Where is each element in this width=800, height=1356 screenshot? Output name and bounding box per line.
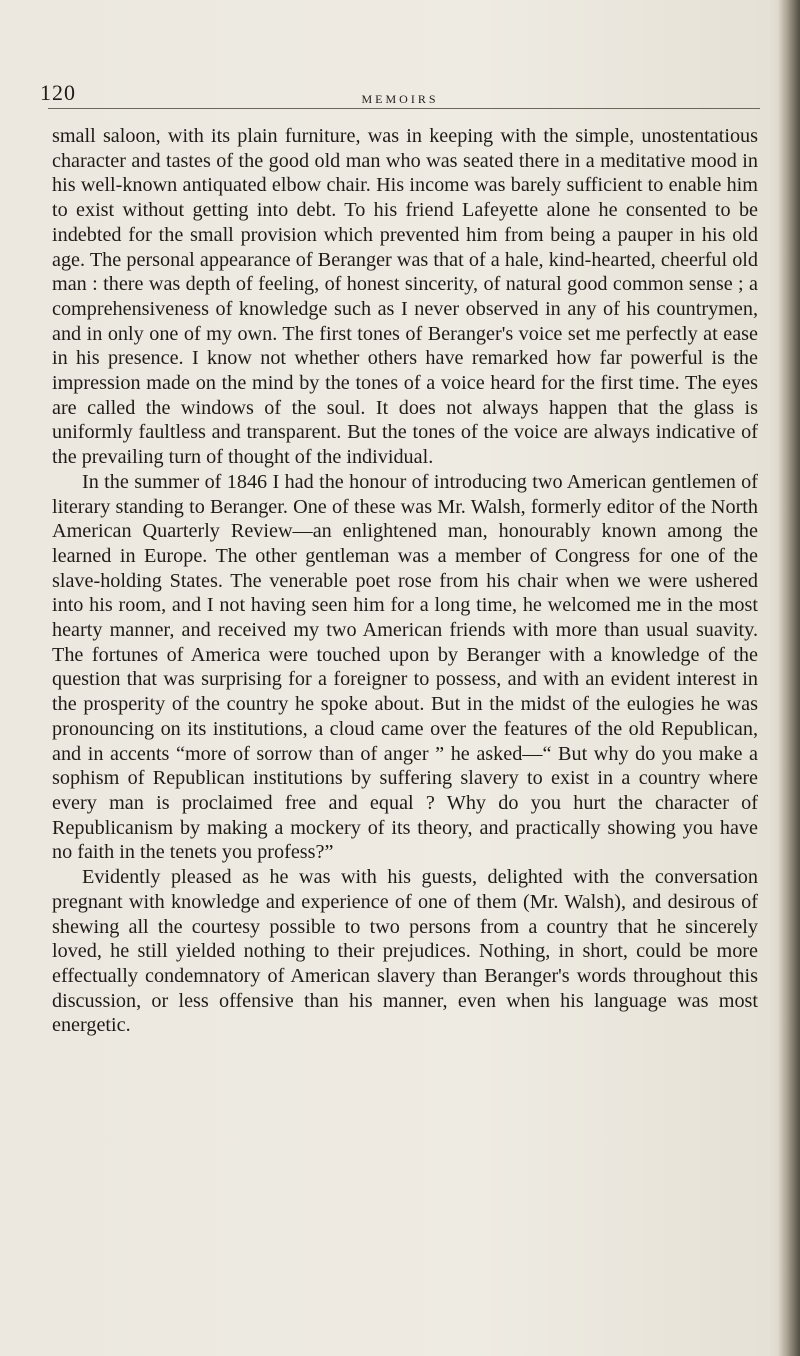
paragraph-2: In the summer of 1846 I had the honour of introducing two American gentlemen of literary standing to Beranger. One of these was Mr. Walsh, formerly editor of the North American Quarterly Review—an enlightened man, honourably known among the learned in Europe. The other gentleman was a member of Congress for one of the slave-holding States. The venerable poet rose from his chair when we were ushered into his room, and I not having seen him for a long time, he welcomed me in the most hearty manner, and received my two American friends with more than usual suavity. The fortunes of America were touched upon by Beranger with a knowledge of the question that was surprising for a foreigner to possess, and with an evident interest in the prosperity of the country he spoke about. But in the midst of the eulogies he was pronouncing on its institutions, a cloud came over the features of the old Republican, and in accents “more of sorrow than of anger ” he asked—“ But why do you make a sophism of Republican institutions by suffering slavery to exist in a country where every man is proclaimed free and equal ? Why do you hurt the character of Republicanism by making a mockery of its theory, and practically showing you have no faith in the tenets you profess?” bbox=[52, 470, 758, 864]
paragraph-3: Evidently pleased as he was with his guests, delighted with the conversation pregnant with knowledge and experience of one of them (Mr. Walsh), and desirous of shewing all the courtesy possible to two persons from a country that he sincerely loved, he still yielded nothing to their prejudices. Nothing, in short, could be more effectually condemnatory of American slavery than Beranger's words throughout this discussion, or less offensive than his manner, even when his language was most energetic. bbox=[52, 866, 758, 1037]
paragraph-1: small saloon, with its plain furniture, was in keeping with the simple, unostentatious character and tastes of the good old man who was seated there in a meditative mood in his well-known antiquated elbow chair. His income was barely sufficient to enable him to exist without getting into debt. To his friend Lafeyette alone he consented to be indebted for the small provision which prevented him from being a pauper in his old age. The personal appearance of Beranger was that of a hale, kind-hearted, cheerful old man : there was depth of feeling, of honest sincerity, of natural good common sense ; a comprehensiveness of knowledge such as I never observed in any of his countrymen, and in only one of my own. The first tones of Beranger's voice set me perfectly at ease in his presence. I know not whether others have remarked how far powerful is the impression made on the mind by the tones of a voice heard for the first time. The eyes are called the windows of the soul. It does not always happen that the glass is uniformly faultless and transparent. But the tones of the voice are always indicative of the prevailing turn of thought of the individual. bbox=[52, 125, 758, 469]
body-text bbox=[52, 124, 758, 1038]
header-rule bbox=[48, 108, 760, 109]
page-edge-shadow bbox=[778, 0, 800, 1356]
page-number: 120 bbox=[40, 80, 76, 105]
running-head: MEMOIRS bbox=[361, 92, 439, 106]
